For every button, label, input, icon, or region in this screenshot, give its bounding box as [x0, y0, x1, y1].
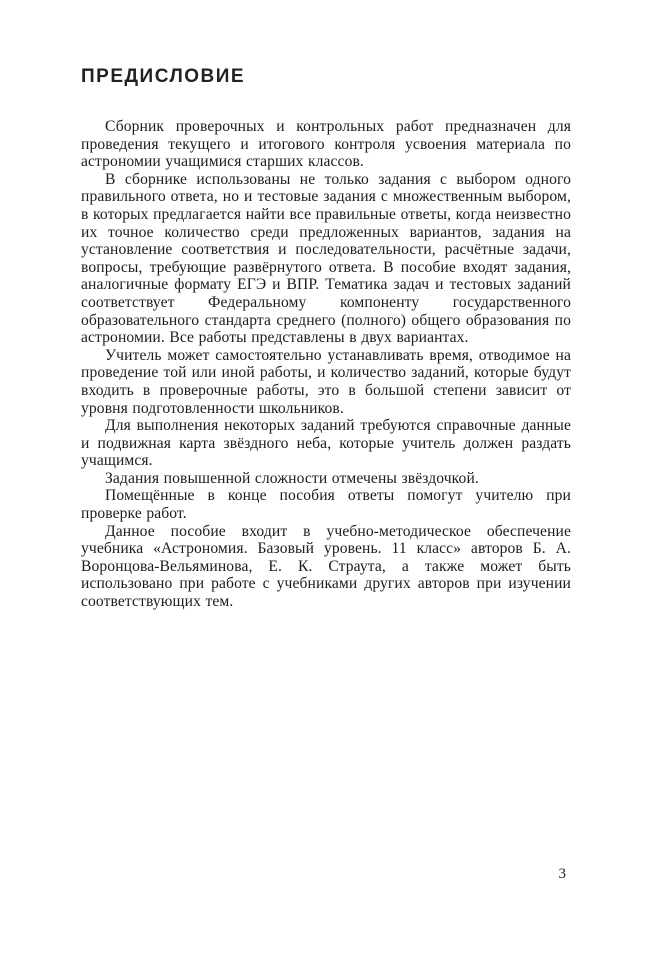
paragraph: Помещённые в конце пособия ответы помогут учителю при проверке работ.: [81, 487, 571, 523]
page-content: [81, 66, 571, 611]
paragraph: Данное пособие входит в учебно-методическое обеспечение учебника «Астрономия. Базовый уровень. 11 класс» авторов Б. А. Воронцова-Вельяминова, Е. К. Страута, а также может быть использовано при работе с учебниками других авторов при изучении соответствующих тем.: [81, 522, 571, 611]
page-number: 3: [558, 866, 566, 882]
body-text: [81, 118, 571, 611]
paragraph: Для выполнения некоторых заданий требуются справочные данные и подвижная карта звёздного неба, которые учитель должен раздать учащимся.: [81, 417, 571, 470]
paragraph: Сборник проверочных и контрольных работ предназначен для проведения текущего и итогового контроля усвоения материала по астрономии учащимися старших классов.: [81, 118, 571, 171]
paragraph: Задания повышенной сложности отмечены звёздочкой.: [105, 469, 479, 487]
paragraph: Учитель может самостоятельно устанавливать время, отводимое на проведение той или иной работы, и количество заданий, которые будут входить в проверочные работы, это в большой степени зависит от уровня подготовленности школьников.: [81, 346, 571, 417]
paragraph: В сборнике использованы не только задания с выбором одного правильного ответа, но и тестовые задания с множественным выбором, в которых предлагается найти все правильные ответы, когда неизвестно их точное количество среди предложенных вариантов, задания на установление соответствия и последовательности, расчётные задачи, вопросы, требующие развёрнутого ответа. В пособие входят задания, аналогичные формату ЕГЭ и ВПР. Тематика задач и тестовых заданий соответствует Федеральному компоненту государственного образовательного стандарта среднего (полного) общего образования по астрономии. Все работы представлены в двух вариантах.: [81, 170, 571, 347]
page-title: ПРЕДИСЛОВИЕ: [81, 66, 246, 87]
